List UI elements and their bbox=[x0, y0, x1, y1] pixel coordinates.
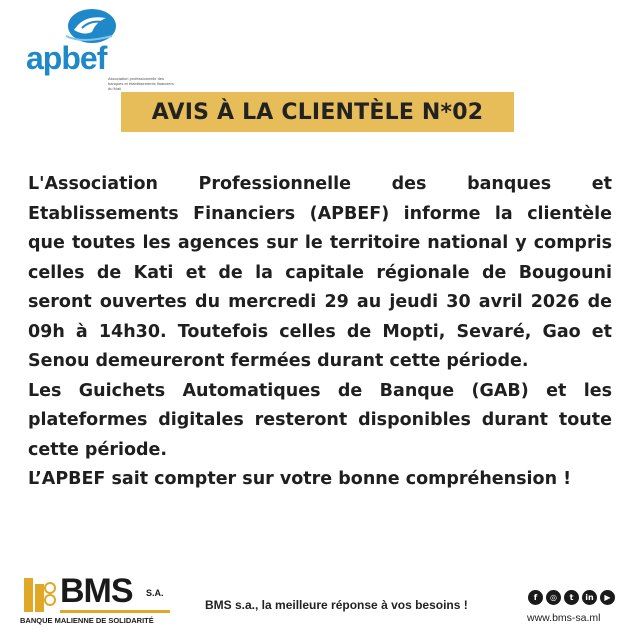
bms-underline bbox=[60, 610, 170, 613]
apbef-logo bbox=[22, 6, 174, 96]
youtube-icon[interactable]: ▶ bbox=[600, 590, 615, 605]
apbef-wordmark: apbef bbox=[26, 40, 107, 76]
bms-subtitle: BANQUE MALIENNE DE SOLIDARITÉ bbox=[20, 616, 154, 625]
notice-title: AVIS À LA CLIENTÈLE N*02 bbox=[151, 99, 484, 125]
footer-slogan: BMS s.a., la meilleure réponse à vos besoins ! bbox=[205, 598, 468, 612]
notice-body bbox=[28, 170, 612, 495]
twitter-icon[interactable]: t bbox=[564, 590, 579, 605]
website-link[interactable]: www.bms-sa.ml bbox=[527, 612, 601, 624]
paragraph-gab: Les Guichets Automatiques de Banque (GAB) et les plateformes digitales resteront disponibles durant toute cette période. bbox=[28, 380, 612, 460]
bms-name: BMS bbox=[60, 572, 133, 610]
social-icons bbox=[528, 590, 615, 605]
bms-emblem-icon bbox=[22, 574, 58, 614]
linkedin-icon[interactable]: in bbox=[582, 590, 597, 605]
footer bbox=[0, 568, 640, 640]
notice-title-banner bbox=[121, 92, 514, 132]
facebook-icon[interactable]: f bbox=[528, 590, 543, 605]
bms-sa: S.A. bbox=[146, 588, 164, 598]
paragraph-opening-hours: L'Association Professionnelle des banques et Etablissements Financiers (APBEF) informe la clientèle que toutes les agences sur le territoire national y compris celles de Kati et de la capitale régionale de Bougouni seront ouvertes du mercredi 29 au jeudi 30 avril 2026 de 09h à 14h30. Toutefois celles de Mopti, Sevaré, Gao et Senou demeureront fermées durant cette période. bbox=[28, 174, 612, 371]
apbef-tagline: Association professionnelle des banques et établissements financiers du Mali bbox=[108, 76, 174, 91]
instagram-icon[interactable]: ◎ bbox=[546, 590, 561, 605]
bms-logo bbox=[20, 572, 170, 632]
paragraph-closing: L’APBEF sait compter sur votre bonne compréhension ! bbox=[28, 469, 572, 489]
